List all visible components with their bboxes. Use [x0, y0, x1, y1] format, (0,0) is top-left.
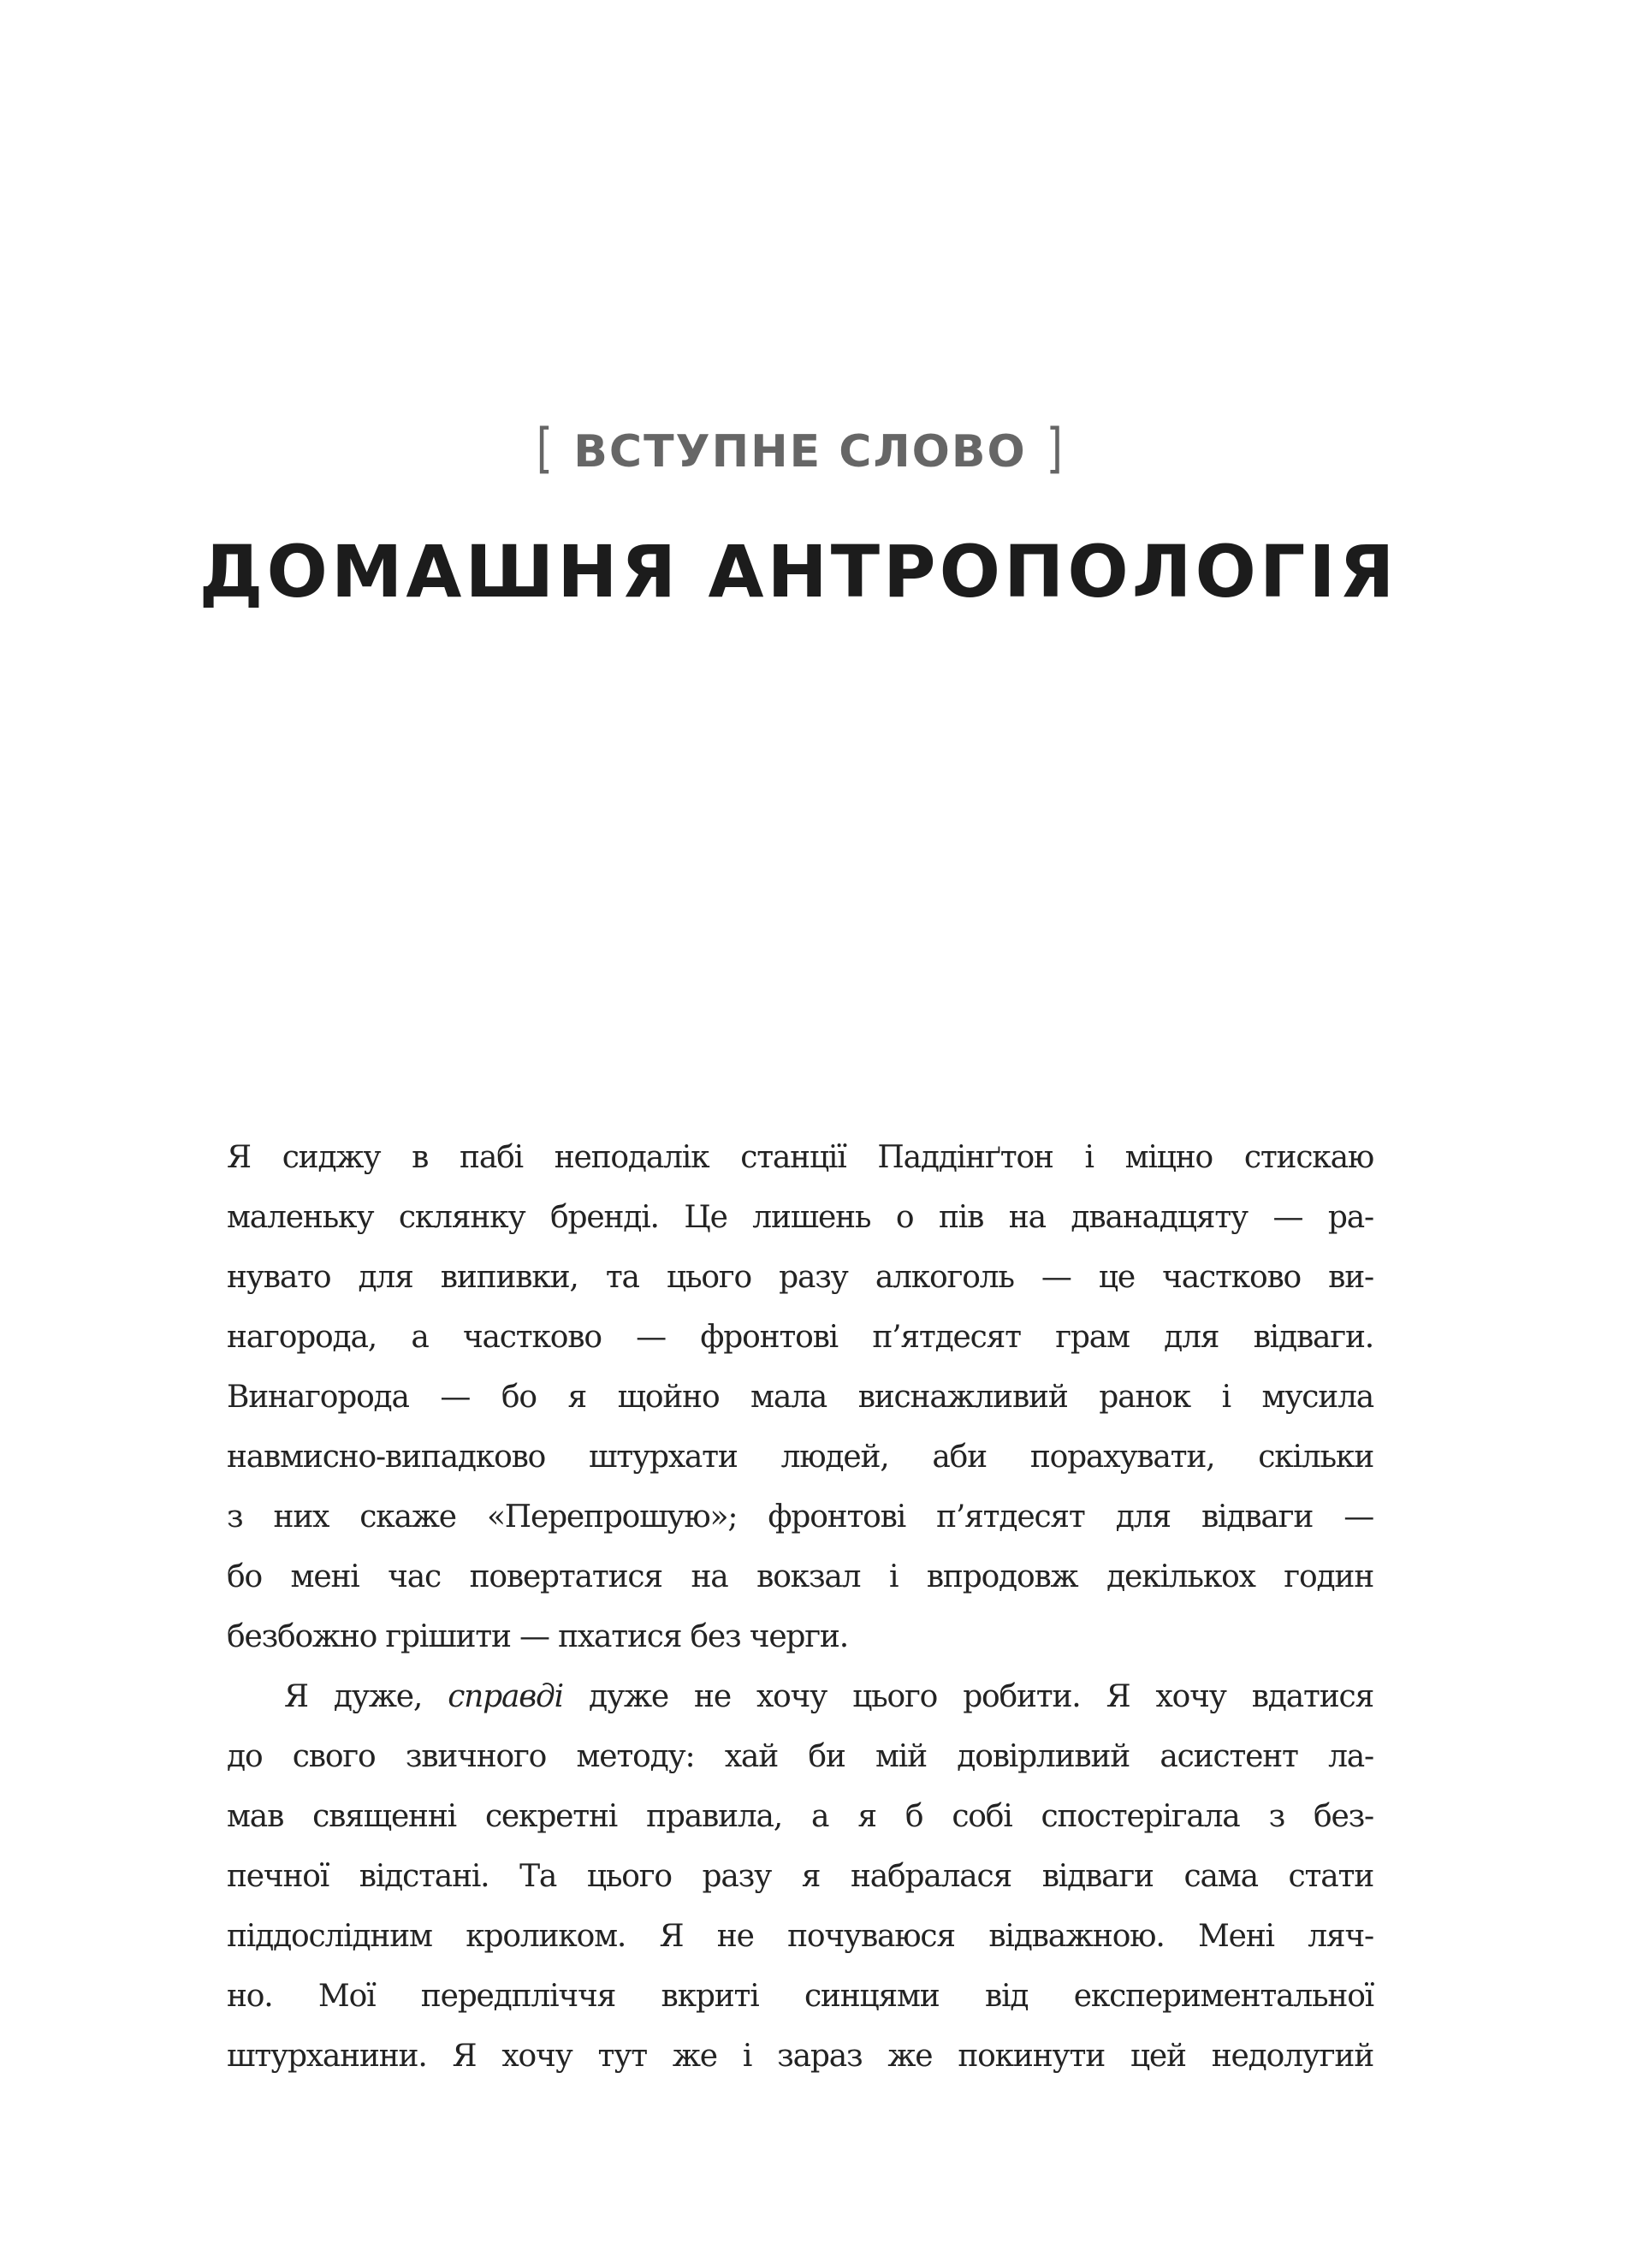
- text-line: Я сиджу в пабі неподалік станції Паддінґтон і міцно стискаю: [227, 1140, 1373, 1175]
- text-line: маленьку склянку бренді. Це лишень о пів на дванадцяту — ра-: [227, 1200, 1373, 1235]
- text-line: штурханини. Я хочу тут же і зараз же покинути цей недолугий: [227, 2039, 1373, 2074]
- chapter-kicker: [0, 418, 1600, 483]
- bracket-open: [: [536, 417, 555, 479]
- chapter-title: ДОМАШНЯ АНТРОПОЛОГІЯ: [199, 530, 1398, 614]
- paragraph: [227, 1128, 1373, 1667]
- text-line: навмисно-випадково штурхати людей, аби порахувати, скільки: [227, 1440, 1373, 1475]
- text-line: безбожно грішити — пхатися без черги.: [227, 1619, 848, 1654]
- text-line: мав священні секретні правила, а я б собі спостерігала з без-: [227, 1799, 1373, 1834]
- bracket-close: ]: [1046, 417, 1065, 479]
- text-line: піддослідним кроликом. Я не почуваюся відважною. Мені ляч-: [227, 1919, 1373, 1954]
- text-run: дуже не хочу цього робити. Я хочу вдатися: [562, 1679, 1374, 1714]
- text-line: нагорода, а частково — фронтові п’ятдесят грам для відваги.: [227, 1320, 1373, 1355]
- text-line: з них скаже «Перепрошую»; фронтові п’ятдесят для відваги —: [227, 1499, 1373, 1535]
- text-line: Винагорода — бо я щойно мала виснажливий ранок і мусила: [227, 1380, 1373, 1415]
- emphasis: справді: [448, 1679, 563, 1714]
- text-line: [227, 1667, 1373, 1727]
- text-line: но. Мої передпліччя вкриті синцями від експериментальної: [227, 1979, 1373, 2014]
- text-run: Я дуже,: [284, 1679, 448, 1714]
- text-line: нувато для випивки, та цього разу алкоголь — це частково ви-: [227, 1260, 1373, 1295]
- text-line: печної відстані. Та цього разу я набралася відваги сама стати: [227, 1859, 1373, 1894]
- kicker-label: ВСТУПНЕ СЛОВО: [573, 426, 1027, 478]
- text-line: бо мені час повертатися на вокзал і впродовж декількох годин: [227, 1559, 1373, 1594]
- text-line: до свого звичного методу: хай би мій довірливий асистент ла-: [227, 1739, 1373, 1774]
- paragraph: [227, 1667, 1373, 2087]
- body-text: [227, 1128, 1373, 2087]
